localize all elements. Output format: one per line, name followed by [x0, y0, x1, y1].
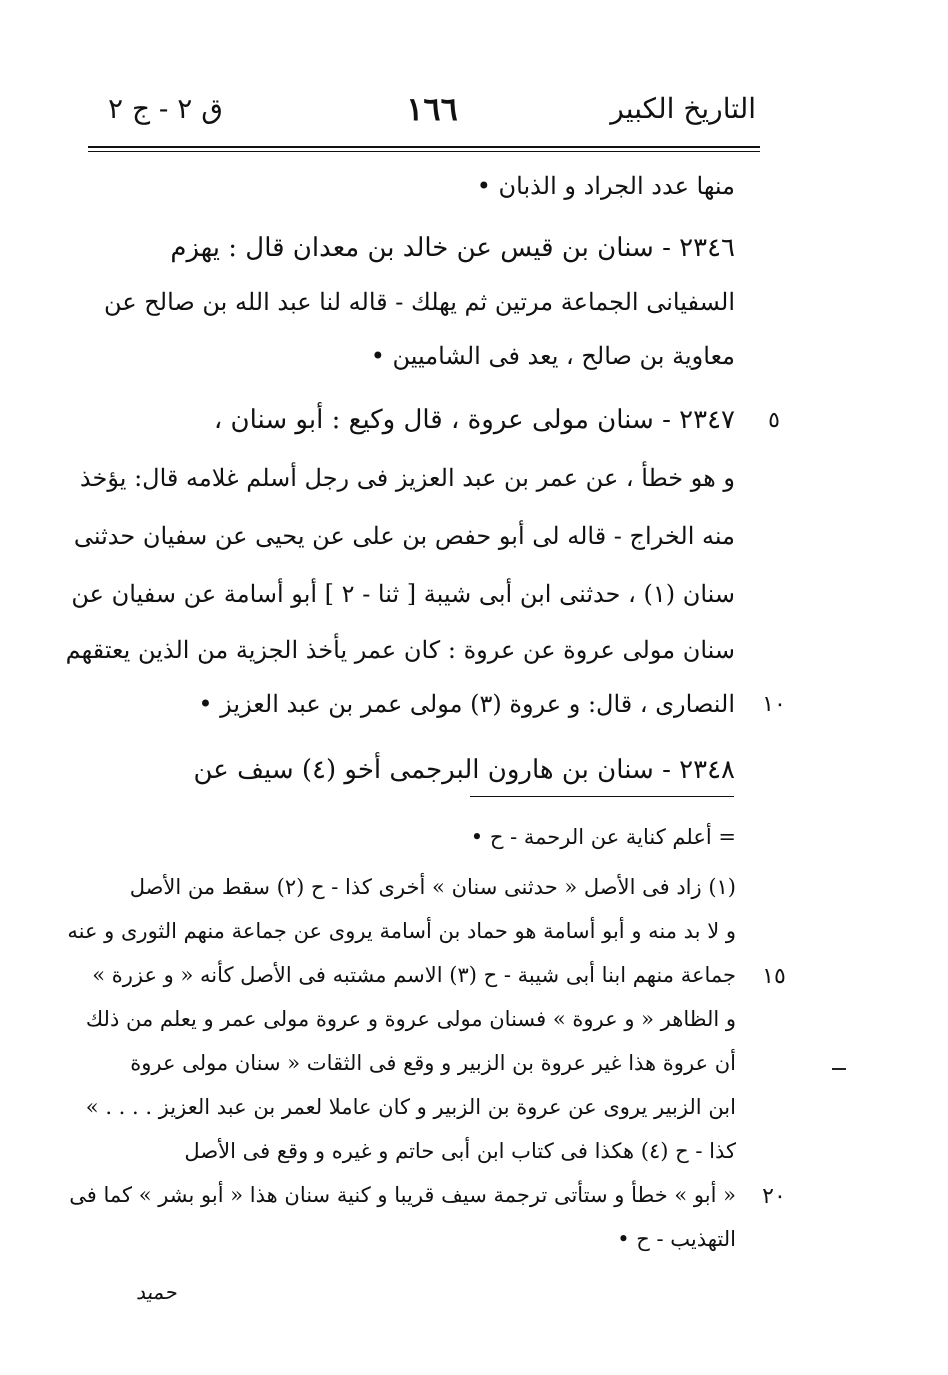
- text-line: النصارى ، قال: و عروة (٣) مولى عمر بن عبد العزيز •: [198, 690, 735, 718]
- running-header: [108, 92, 756, 136]
- footnote-line: كذا - ح (٤) هكذا فى كتاب ابن أبى حاتم و غيره و وقع فى الأصل: [184, 1139, 736, 1163]
- entry-2346-line: ٢٣٤٦ - سنان بن قيس عن خالد بن معدان قال : يهزم: [170, 233, 735, 263]
- footnote-line: التهذيب - ح •: [617, 1227, 736, 1251]
- entry-2347-line: ٢٣٤٧ - سنان مولى عروة ، قال وكيع : أبو سنان ،: [213, 405, 735, 435]
- line-number-10: ١٠: [762, 692, 786, 717]
- text-line: معاوية بن صالح ، يعد فى الشاميين •: [370, 342, 735, 370]
- footnote-line: = أعلم كناية عن الرحمة - ح •: [470, 825, 736, 849]
- footnote-line: أن عروة هذا غير عروة بن الزبير و وقع فى الثقات « سنان مولى عروة: [130, 1051, 736, 1075]
- footnote-line: (١) زاد فى الأصل « حدثنى سنان » أخرى كذا - ح (٢) سقط من الأصل: [129, 875, 736, 899]
- text-line: سنان (١) ، حدثنى ابن أبى شيبة [ ثنا - ٢ ] أبو أسامة عن سفيان عن: [71, 580, 735, 608]
- text-line: منها عدد الجراد و الذبان •: [476, 172, 735, 200]
- volume-reference: ق ٢ - ج ٢: [108, 92, 223, 125]
- text-line: و هو خطأ ، عن عمر بن عبد العزيز فى رجل أسلم غلامه قال: يؤخذ: [79, 464, 735, 492]
- line-number-15: ١٥: [762, 964, 786, 989]
- book-title: التاريخ الكبير: [610, 92, 756, 125]
- entry-2348-line: ٢٣٤٨ - سنان بن هارون البرجمى أخو (٤) سيف عن: [193, 755, 735, 785]
- footnote-line: و لا بد منه و أبو أسامة هو حماد بن أسامة يروى عن جماعة منهم الثورى و عنه: [67, 919, 736, 943]
- text-line: سنان مولى عروة عن عروة : كان عمر يأخذ الجزية من الذين يعتقهم: [65, 636, 735, 664]
- footnote-line: ابن الزبير يروى عن عروة بن الزبير و كان عاملا لعمر بن عبد العزيز . . . . »: [85, 1095, 736, 1119]
- page-number: ١٦٦: [406, 90, 458, 128]
- margin-mark: [832, 1068, 846, 1070]
- footnote-line: « أبو » خطأ و ستأتى ترجمة سيف قريبا و كنية سنان هذا « أبو بشر » كما فى: [69, 1183, 736, 1207]
- line-number-20: ٢٠: [762, 1184, 786, 1209]
- header-double-rule: [88, 146, 760, 152]
- footnote-separator: [470, 796, 734, 797]
- footnote-line: جماعة منهم ابنا أبى شيبة - ح (٣) الاسم مشتبه فى الأصل كأنه « و عزرة »: [92, 963, 736, 987]
- line-number-5: ٥: [768, 408, 780, 433]
- text-line: منه الخراج - قاله لى أبو حفص بن على عن يحيى عن سفيان حدثنى: [73, 522, 735, 550]
- typesetter-signature: حميد: [136, 1280, 177, 1304]
- text-line: السفيانى الجماعة مرتين ثم يهلك - قاله لنا عبد الله بن صالح عن: [104, 288, 735, 316]
- footnote-line: و الظاهر « و عروة » فسنان مولى عروة و عروة مولى عمر و يعلم من ذلك: [85, 1007, 736, 1031]
